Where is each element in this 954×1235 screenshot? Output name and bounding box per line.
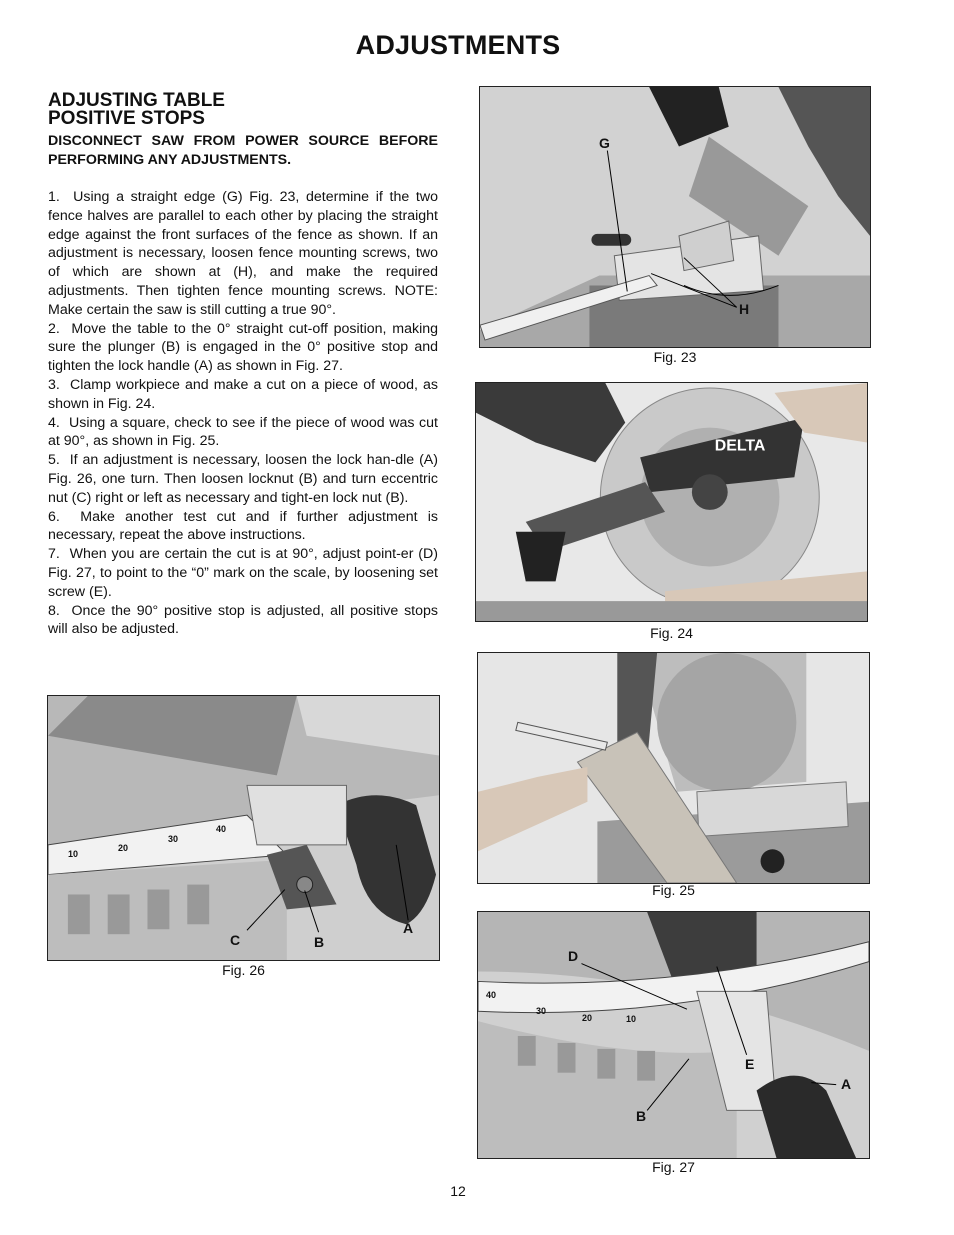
- fig25-illustration: [478, 653, 869, 883]
- section-title-line1: ADJUSTING TABLE: [48, 90, 225, 111]
- fig23-photo: [479, 86, 871, 348]
- fig23-caption: Fig. 23: [653, 349, 697, 365]
- fig23-illustration: [480, 87, 870, 347]
- step-2: 2. Move the table to the 0° straight cut-off position, making sure the plunger (B) is engaged in the 0° positive stop and tighten the lock handle (A) as shown in Fig. 27.: [48, 320, 438, 375]
- fig26-label-a: A: [403, 920, 414, 936]
- fig27-scale-20: 20: [582, 1013, 593, 1023]
- fig27-label-d: D: [568, 948, 579, 964]
- fig27-scale-40: 40: [486, 990, 497, 1000]
- fig24-caption: Fig. 24: [650, 625, 693, 641]
- fig26-illustration: [48, 696, 439, 960]
- fig26-caption: Fig. 26: [222, 962, 265, 978]
- fig27-illustration: [478, 912, 869, 1158]
- fig26-scale-30: 30: [168, 834, 179, 844]
- fig27-scale-10: 10: [626, 1014, 637, 1024]
- fig25-photo: [477, 652, 870, 884]
- step-4: 4. Using a square, check to see if the piece of wood was cut at 90°, as shown in Fig. 25.: [48, 414, 438, 450]
- step-8: 8. Once the 90° positive stop is adjusted, all positive stops will also be adjusted.: [48, 602, 438, 638]
- fig27-label-a: A: [841, 1076, 852, 1092]
- fig25-caption: Fig. 25: [652, 882, 695, 898]
- fig27-label-e: E: [745, 1056, 755, 1072]
- fig26-scale-10: 10: [68, 849, 79, 859]
- step-3: 3. Clamp workpiece and make a cut on a piece of wood, as shown in Fig. 24.: [48, 376, 438, 412]
- fig23-label-h: H: [739, 301, 750, 317]
- fig26-photo: [47, 695, 440, 961]
- fig24-photo: [475, 382, 868, 622]
- fig27-label-b: B: [636, 1108, 647, 1124]
- steps-list: [48, 188, 438, 639]
- fig26-scale-20: 20: [118, 843, 129, 853]
- section-title: [48, 92, 448, 128]
- fig23-label-g: G: [599, 135, 610, 151]
- step-1: 1. Using a straight edge (G) Fig. 23, determine if the two fence halves are parallel to each other by placing the straight edge against the front surfaces of the fence as shown. If an adjustment is necessary, loosen fence mounting screws, two of which are shown at (H), and make the required adjustments. Then tighten fence mounting screws. NOTE: Make certain the saw is still cutting a true 90°.: [48, 189, 438, 318]
- fig26-label-b: B: [314, 934, 325, 950]
- fig24-brand: DELTA: [714, 437, 766, 455]
- step-5: 5. If an adjustment is necessary, loosen the lock han-dle (A) Fig. 26, one turn. Then loosen locknut (B) and turn eccentric nut (C) right or left as necessary and tight-en lock nut (B).: [48, 452, 438, 506]
- warning-text: DISCONNECT SAW FROM POWER SOURCE BEFORE PERFORMING ANY ADJUSTMENTS.: [48, 133, 438, 168]
- fig27-caption: Fig. 27: [652, 1159, 695, 1175]
- fig26-label-c: C: [230, 932, 241, 948]
- page-number: 12: [450, 1183, 466, 1199]
- page-title: ADJUSTMENTS: [355, 30, 561, 60]
- step-7: 7. When you are certain the cut is at 90°, adjust point-er (D) Fig. 27, to point to the “0” mark on the scale, by loosening set screw (E).: [48, 546, 438, 600]
- fig27-photo: [477, 911, 870, 1159]
- fig24-illustration: [476, 383, 867, 621]
- section-title-line2: POSITIVE STOPS: [48, 108, 205, 129]
- fig26-scale-40: 40: [216, 824, 227, 834]
- step-6: 6. Make another test cut and if further adjustment is necessary, repeat the above instructions.: [48, 508, 438, 544]
- fig27-scale-30: 30: [536, 1006, 547, 1016]
